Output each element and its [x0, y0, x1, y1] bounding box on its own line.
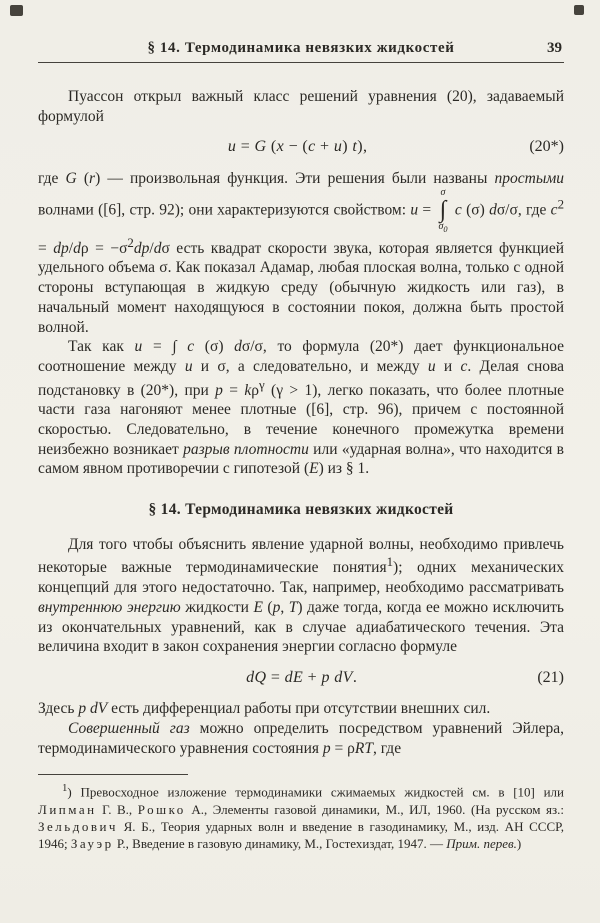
- section-heading: § 14. Термодинамика невязких жидкостей: [148, 501, 454, 519]
- paragraph-perfect-gas: Совершенный газ можно определить посредством уравнений Эйлера, термодинамического уравнения состояния p = ρRT, где: [38, 719, 564, 757]
- footnote: [38, 774, 564, 852]
- running-head-title: § 14. Термодинамика невязких жидкостей: [147, 40, 455, 56]
- footnote-text: $^1$) Превосходное изложение термодинамики сжимаемых жидкостей см. в [10] или Липман Г. В., Рошко А., Элементы газовой динамики, М., ИЛ, 1960. (На русском яз.: Зельдович Я. Б., Теория ударных волн и введение в газодинамику, М., изд. АН СССР, 1946; Зауэр Р., Введение в газовую динамику, М., Гостехиздат, 1947. — Прим. перев.): [38, 782, 564, 852]
- equation-number: (20*): [529, 138, 564, 156]
- equation-21: [38, 668, 564, 688]
- scan-artifact: [574, 5, 584, 15]
- paragraph-work-differential: Здесь p dV есть дифференциал работы при отсутствии внешних сил.: [38, 700, 491, 718]
- header-rule: [38, 62, 564, 63]
- page-body: [38, 87, 564, 758]
- paragraph-intro: Пуассон открыл важный класс решений уравнения (20), задаваемый формулой: [38, 88, 564, 125]
- equation-expression: dQ = dE + p dV.: [246, 668, 358, 686]
- paragraph-shock-formation: Так как u = ∫ c (σ) dσ/σ, то формула (20*) дает функциональное соотношение между u и σ, а следовательно, и между u и c. Делая снова подстановку в (20*), при $p = k\rho^\gamma$ (γ > 1), легко показать, что более плотные части газа нагоняют менее плотные ([6], стр. 96), причем с постоянной скоростью. Следовательно, в течение конечного промежутка времени неизбежно возникает разрыв плотности или «ударная волна», что находится в самом явном противоречии с гипотезой (E) из § 1.: [38, 338, 565, 478]
- page-header: [38, 40, 564, 57]
- scan-artifact: [10, 5, 23, 16]
- equation-expression: u = G (x − (c + u) t),: [227, 138, 368, 156]
- page-number: 39: [547, 40, 562, 56]
- equation-20star: [38, 137, 564, 157]
- footnote-rule: [38, 774, 188, 775]
- paragraph-simple-waves: где G (r) — произвольная функция. Эти решения были названы простыми волнами ([6], стр. 92); они характеризуются свойством: u = σ ∫ $\sigma_0$ c (σ) dσ/σ, где $c^2 = dp/d\rho = -\sigma^2dp/d\sigma$ есть квадрат скорости звука, которая является функцией удельного объема σ. Как показал Адамар, любая плоская волна, только с одной стороны вступающая в жидкую среду (обычную жидкость или газ), в начальный момент находящуюся в состоянии покоя, должна быть простой волной.: [38, 169, 565, 336]
- paragraph-thermodynamics-intro: Для того чтобы объяснить явление ударной волны, необходимо привлечь некоторые важные термодинамические понятия$^1$); одних механических концепций для этого недостаточно. Так, например, необходимо рассматривать внутреннюю энергию жидкости E (p, T) даже тогда, когда ее можно исключить из окончательных уравнений, как в случае адиабатического течения. Эта величина входит в закон сохранения энергии согласно формуле: [38, 535, 565, 656]
- equation-number: (21): [537, 668, 564, 686]
